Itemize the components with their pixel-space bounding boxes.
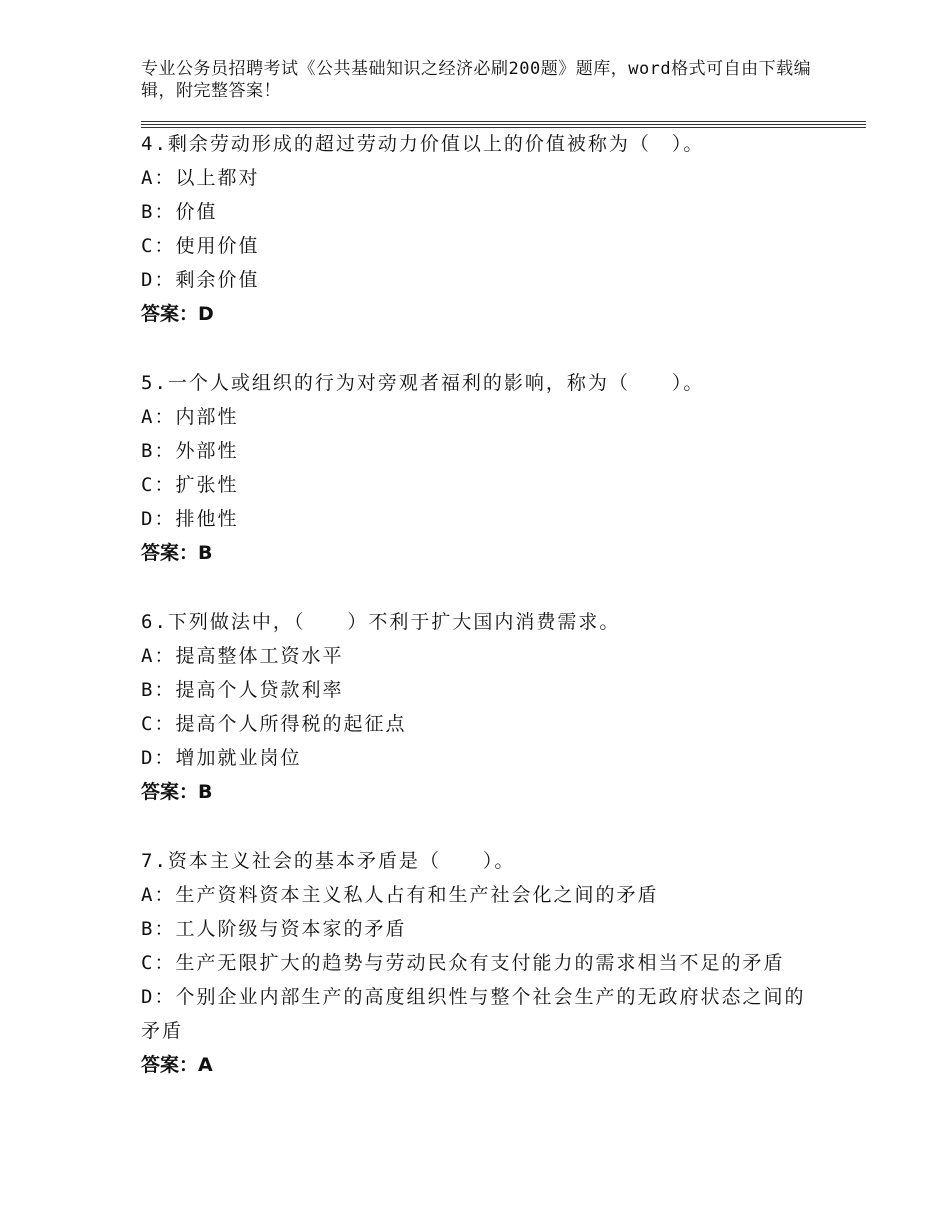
option-d: D：增加就业岗位 <box>141 747 302 769</box>
option-c: C：使用价值 <box>141 235 260 257</box>
option-c: C：生产无限扩大的趋势与劳动民众有支付能力的需求相当不足的矛盾 <box>141 952 785 974</box>
option-d: D：剩余价值 <box>141 269 260 291</box>
question-6 <box>141 605 821 809</box>
answer-label: 答案：B <box>141 542 213 564</box>
question-stem: 5.一个人或组织的行为对旁观者福利的影响，称为（ ）。 <box>141 372 705 394</box>
option-a: A：提高整体工资水平 <box>141 645 344 667</box>
option-a: A：内部性 <box>141 406 239 428</box>
option-c: C：提高个人所得税的起征点 <box>141 713 407 735</box>
option-b: B：工人阶级与资本家的矛盾 <box>141 918 407 940</box>
option-d: D：个别企业内部生产的高度组织性与整个社会生产的无政府状态之间的矛盾 <box>141 986 806 1042</box>
question-7 <box>141 844 821 1082</box>
answer-label: 答案：A <box>141 1054 213 1076</box>
document-header: 专业公务员招聘考试《公共基础知识之经济必刷200题》题库，word格式可自由下载编辑，附完整答案！ <box>141 59 812 101</box>
question-stem: 6.下列做法中，（ ）不利于扩大国内消费需求。 <box>141 611 621 633</box>
option-a: A：以上都对 <box>141 167 260 189</box>
option-d: D：排他性 <box>141 508 239 530</box>
question-5 <box>141 366 821 570</box>
option-b: B：价值 <box>141 201 218 223</box>
header-rule-middle <box>141 124 866 125</box>
answer-label: 答案：D <box>141 303 214 325</box>
question-4 <box>141 127 821 331</box>
option-a: A：生产资料资本主义私人占有和生产社会化之间的矛盾 <box>141 884 659 906</box>
answer-label: 答案：B <box>141 781 213 803</box>
option-b: B：外部性 <box>141 440 239 462</box>
header-rule-top <box>141 121 866 122</box>
option-c: C：扩张性 <box>141 474 239 496</box>
option-b: B：提高个人贷款利率 <box>141 679 344 701</box>
question-stem: 7.资本主义社会的基本矛盾是（ ）。 <box>141 850 516 872</box>
question-stem: 4.剩余劳动形成的超过劳动力价值以上的价值被称为（ ）。 <box>141 133 705 155</box>
